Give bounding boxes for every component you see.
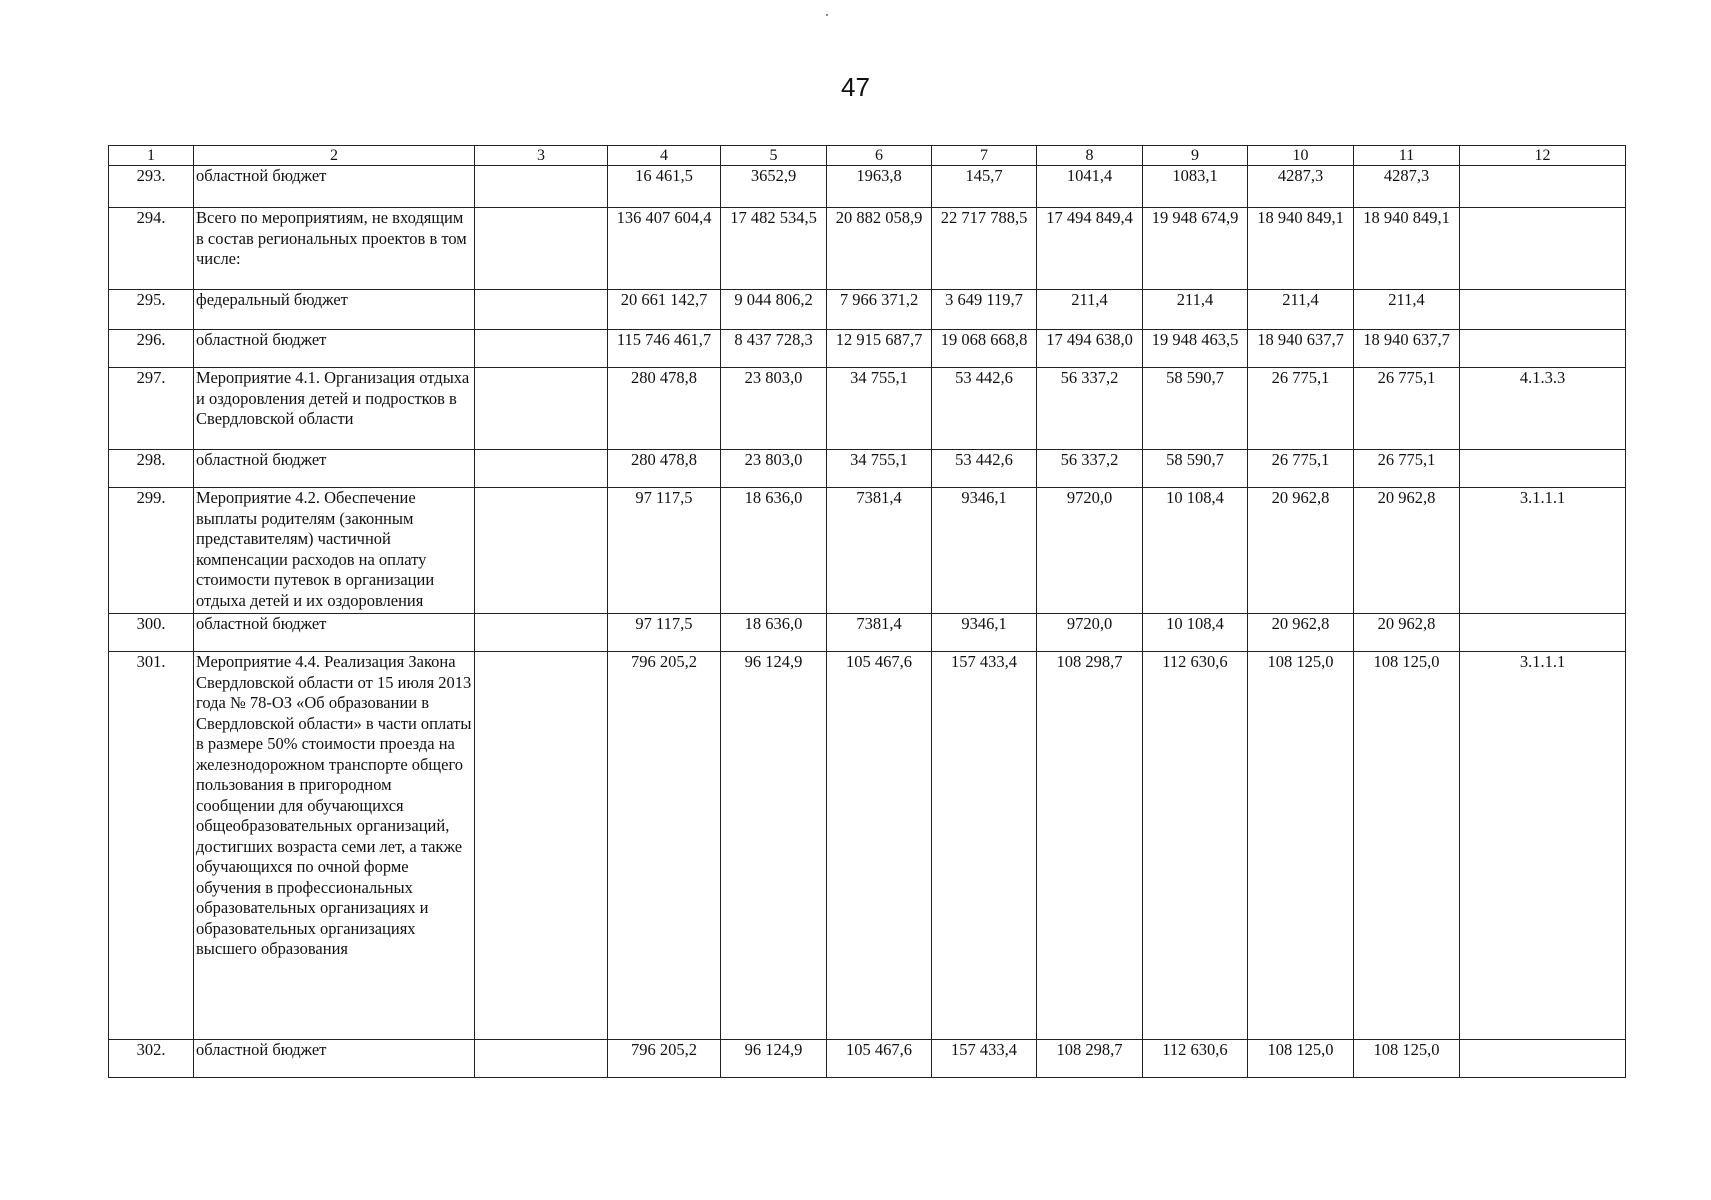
row-value-cell: 157 433,4 xyxy=(932,1040,1037,1078)
row-column3-cell xyxy=(475,450,608,488)
page-number: 47 xyxy=(841,72,870,102)
row-value-cell: 1083,1 xyxy=(1143,166,1248,208)
row-number-cell: 301. xyxy=(109,652,194,1040)
row-code-cell: 4.1.3.3 xyxy=(1460,368,1626,450)
header-cell: 9 xyxy=(1143,146,1248,166)
header-cell: 12 xyxy=(1460,146,1626,166)
row-column3-cell xyxy=(475,1040,608,1078)
row-value-cell: 97 117,5 xyxy=(608,488,721,614)
row-code-cell xyxy=(1460,614,1626,652)
row-value-cell: 17 494 849,4 xyxy=(1037,208,1143,290)
row-value-cell: 211,4 xyxy=(1248,290,1354,330)
row-value-cell: 1963,8 xyxy=(827,166,932,208)
row-value-cell: 136 407 604,4 xyxy=(608,208,721,290)
row-value-cell: 108 298,7 xyxy=(1037,652,1143,1040)
row-value-cell: 53 442,6 xyxy=(932,368,1037,450)
row-value-cell: 108 125,0 xyxy=(1354,652,1460,1040)
row-value-cell: 17 494 638,0 xyxy=(1037,330,1143,368)
scan-dot xyxy=(826,14,828,16)
row-column3-cell xyxy=(475,614,608,652)
row-code-cell xyxy=(1460,1040,1626,1078)
header-cell: 7 xyxy=(932,146,1037,166)
row-value-cell: 18 636,0 xyxy=(721,614,827,652)
table-row xyxy=(109,166,1626,208)
row-column3-cell xyxy=(475,208,608,290)
row-value-cell: 4287,3 xyxy=(1248,166,1354,208)
table-row xyxy=(109,614,1626,652)
row-value-cell: 108 125,0 xyxy=(1248,1040,1354,1078)
row-value-cell: 19 068 668,8 xyxy=(932,330,1037,368)
row-value-cell: 105 467,6 xyxy=(827,1040,932,1078)
row-value-cell: 796 205,2 xyxy=(608,652,721,1040)
row-value-cell: 16 461,5 xyxy=(608,166,721,208)
row-description-cell: областной бюджет xyxy=(194,1040,475,1078)
table-header-row xyxy=(109,146,1626,166)
row-value-cell: 18 940 637,7 xyxy=(1354,330,1460,368)
row-value-cell: 8 437 728,3 xyxy=(721,330,827,368)
row-value-cell: 18 940 849,1 xyxy=(1248,208,1354,290)
row-description-cell: областной бюджет xyxy=(194,330,475,368)
row-number-cell: 300. xyxy=(109,614,194,652)
row-number-cell: 296. xyxy=(109,330,194,368)
row-value-cell: 9 044 806,2 xyxy=(721,290,827,330)
row-value-cell: 19 948 674,9 xyxy=(1143,208,1248,290)
row-number-cell: 295. xyxy=(109,290,194,330)
table-row xyxy=(109,488,1626,614)
row-code-cell: 3.1.1.1 xyxy=(1460,488,1626,614)
row-description-cell: федеральный бюджет xyxy=(194,290,475,330)
row-number-cell: 294. xyxy=(109,208,194,290)
table-row xyxy=(109,290,1626,330)
row-description-cell: областной бюджет xyxy=(194,166,475,208)
row-code-cell: 3.1.1.1 xyxy=(1460,652,1626,1040)
row-value-cell: 157 433,4 xyxy=(932,652,1037,1040)
row-value-cell: 58 590,7 xyxy=(1143,450,1248,488)
row-value-cell: 26 775,1 xyxy=(1248,368,1354,450)
header-cell: 3 xyxy=(475,146,608,166)
table-body xyxy=(109,146,1626,1078)
table-row xyxy=(109,652,1626,1040)
row-value-cell: 19 948 463,5 xyxy=(1143,330,1248,368)
row-value-cell: 1041,4 xyxy=(1037,166,1143,208)
header-cell: 1 xyxy=(109,146,194,166)
row-number-cell: 298. xyxy=(109,450,194,488)
row-description-cell: областной бюджет xyxy=(194,450,475,488)
row-value-cell: 10 108,4 xyxy=(1143,488,1248,614)
row-value-cell: 56 337,2 xyxy=(1037,368,1143,450)
row-value-cell: 211,4 xyxy=(1143,290,1248,330)
row-value-cell: 211,4 xyxy=(1037,290,1143,330)
row-value-cell: 3 649 119,7 xyxy=(932,290,1037,330)
row-code-cell xyxy=(1460,290,1626,330)
row-value-cell: 7 966 371,2 xyxy=(827,290,932,330)
row-value-cell: 108 298,7 xyxy=(1037,1040,1143,1078)
row-value-cell: 20 962,8 xyxy=(1354,614,1460,652)
row-value-cell: 115 746 461,7 xyxy=(608,330,721,368)
row-value-cell: 4287,3 xyxy=(1354,166,1460,208)
row-value-cell: 18 940 849,1 xyxy=(1354,208,1460,290)
header-cell: 6 xyxy=(827,146,932,166)
row-column3-cell xyxy=(475,652,608,1040)
table-row xyxy=(109,330,1626,368)
row-value-cell: 280 478,8 xyxy=(608,368,721,450)
row-code-cell xyxy=(1460,450,1626,488)
row-column3-cell xyxy=(475,488,608,614)
row-value-cell: 23 803,0 xyxy=(721,450,827,488)
row-code-cell xyxy=(1460,166,1626,208)
row-value-cell: 26 775,1 xyxy=(1354,450,1460,488)
row-value-cell: 17 482 534,5 xyxy=(721,208,827,290)
row-code-cell xyxy=(1460,330,1626,368)
row-value-cell: 3652,9 xyxy=(721,166,827,208)
row-column3-cell xyxy=(475,290,608,330)
row-value-cell: 96 124,9 xyxy=(721,1040,827,1078)
row-value-cell: 211,4 xyxy=(1354,290,1460,330)
row-column3-cell xyxy=(475,166,608,208)
row-value-cell: 10 108,4 xyxy=(1143,614,1248,652)
row-value-cell: 108 125,0 xyxy=(1248,652,1354,1040)
row-description-cell: Всего по мероприятиям, не входящим в состав региональных проектов в том числе: xyxy=(194,208,475,290)
header-cell: 4 xyxy=(608,146,721,166)
header-cell: 2 xyxy=(194,146,475,166)
row-column3-cell xyxy=(475,330,608,368)
row-value-cell: 112 630,6 xyxy=(1143,652,1248,1040)
row-value-cell: 97 117,5 xyxy=(608,614,721,652)
row-value-cell: 7381,4 xyxy=(827,614,932,652)
row-column3-cell xyxy=(475,368,608,450)
header-cell: 10 xyxy=(1248,146,1354,166)
row-description-cell: Мероприятие 4.1. Организация отдыха и оздоровления детей и подростков в Свердловской области xyxy=(194,368,475,450)
row-value-cell: 9720,0 xyxy=(1037,488,1143,614)
row-value-cell: 796 205,2 xyxy=(608,1040,721,1078)
row-value-cell: 53 442,6 xyxy=(932,450,1037,488)
row-value-cell: 34 755,1 xyxy=(827,368,932,450)
row-value-cell: 9346,1 xyxy=(932,614,1037,652)
row-value-cell: 20 962,8 xyxy=(1248,614,1354,652)
row-number-cell: 302. xyxy=(109,1040,194,1078)
row-value-cell: 20 962,8 xyxy=(1354,488,1460,614)
row-value-cell: 34 755,1 xyxy=(827,450,932,488)
row-value-cell: 9720,0 xyxy=(1037,614,1143,652)
table-row xyxy=(109,1040,1626,1078)
row-value-cell: 23 803,0 xyxy=(721,368,827,450)
row-value-cell: 26 775,1 xyxy=(1248,450,1354,488)
header-cell: 11 xyxy=(1354,146,1460,166)
row-value-cell: 280 478,8 xyxy=(608,450,721,488)
row-value-cell: 96 124,9 xyxy=(721,652,827,1040)
row-value-cell: 18 636,0 xyxy=(721,488,827,614)
row-description-cell: областной бюджет xyxy=(194,614,475,652)
table-row xyxy=(109,368,1626,450)
row-value-cell: 20 882 058,9 xyxy=(827,208,932,290)
table-row xyxy=(109,208,1626,290)
row-description-cell: Мероприятие 4.4. Реализация Закона Свердловской области от 15 июля 2013 года № 78-ОЗ «Об образовании в Свердловской области» в части оплаты в размере 50% стоимости проезда на железнодорожном транспорте общего пользования в пригородном сообщении для обучающихся общеобразовательных организаций, достигших возраста семи лет, а также обучающихся по очной форме обучения в профессиональных образовательных организациях и образовательных организациях высшего образования xyxy=(194,652,475,1040)
header-cell: 5 xyxy=(721,146,827,166)
table-row xyxy=(109,450,1626,488)
row-value-cell: 20 661 142,7 xyxy=(608,290,721,330)
row-value-cell: 20 962,8 xyxy=(1248,488,1354,614)
header-cell: 8 xyxy=(1037,146,1143,166)
row-number-cell: 293. xyxy=(109,166,194,208)
row-value-cell: 7381,4 xyxy=(827,488,932,614)
row-value-cell: 58 590,7 xyxy=(1143,368,1248,450)
row-value-cell: 108 125,0 xyxy=(1354,1040,1460,1078)
row-value-cell: 18 940 637,7 xyxy=(1248,330,1354,368)
row-value-cell: 105 467,6 xyxy=(827,652,932,1040)
row-value-cell: 9346,1 xyxy=(932,488,1037,614)
row-description-cell: Мероприятие 4.2. Обеспечение выплаты родителям (законным представителям) частичной компенсации расходов на оплату стоимости путевок в организации отдыха детей и их оздоровления xyxy=(194,488,475,614)
row-value-cell: 112 630,6 xyxy=(1143,1040,1248,1078)
row-value-cell: 145,7 xyxy=(932,166,1037,208)
row-number-cell: 297. xyxy=(109,368,194,450)
row-code-cell xyxy=(1460,208,1626,290)
row-number-cell: 299. xyxy=(109,488,194,614)
budget-table xyxy=(108,145,1626,1078)
row-value-cell: 22 717 788,5 xyxy=(932,208,1037,290)
row-value-cell: 56 337,2 xyxy=(1037,450,1143,488)
row-value-cell: 26 775,1 xyxy=(1354,368,1460,450)
row-value-cell: 12 915 687,7 xyxy=(827,330,932,368)
